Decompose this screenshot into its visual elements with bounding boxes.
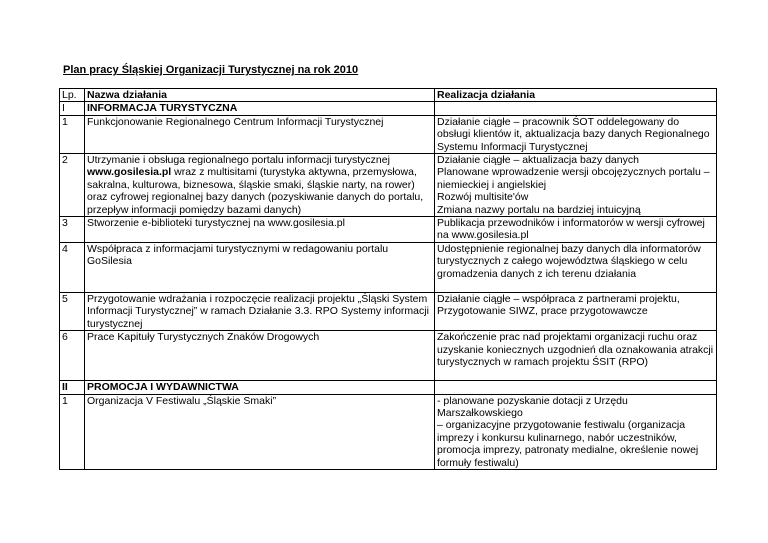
section-row: [60, 102, 717, 115]
table-row: [60, 115, 717, 153]
row-name-text: Utrzymanie i obsługa regionalnego portalu informacji turystycznej: [87, 154, 390, 167]
row-name-text: wraz z multisitami (turystyka aktywna, przemysłowa, sakralna, kulturowa, biznesowa, śląskie smaki, śląskie narty, na rower) oraz cyfrowej regionalnej bazy danych (pozyskiwanie danych do portalu, przepływ informacji pomiędzy bazami danych): [87, 166, 424, 216]
table-row: [60, 331, 717, 381]
row-lp: 1: [60, 115, 85, 153]
plan-table: [59, 88, 717, 470]
section-number: II: [60, 381, 85, 394]
section-title: PROMOCJA I WYDAWNICTWA: [85, 381, 435, 394]
row-name: Stworzenie e-biblioteki turystycznej na www.gosilesia.pl: [85, 217, 435, 243]
row-realization: - planowane pozyskanie dotacji z Urzędu Marszałkowskiego – organizacyjne przygotowanie festiwalu (organizacja imprezy i konkursu kulinarnego, nabór uczestników, promocja imprezy, patronaty medialne, określenie nowej formuły festiwalu): [435, 394, 717, 469]
table-row: [60, 154, 717, 217]
row-realization: Działanie ciągłe – współpraca z partnerami projektu, Przygotowanie SIWZ, prace przygotowawcze: [435, 292, 717, 330]
table-row: [60, 242, 717, 292]
row-name: Prace Kapituły Turystycznych Znaków Drogowych: [85, 331, 435, 381]
section-title: INFORMACJA TURYSTYCZNA: [85, 102, 435, 115]
row-realization: Działanie ciągłe – aktualizacja bazy danych Planowane wprowadzenie wersji obcojęzycznych portalu – niemieckiej i angielskiej Rozwój multisite'ów Zmiana nazwy portalu na bardziej intuicyjną: [435, 154, 717, 217]
row-lp: 5: [60, 292, 85, 330]
row-name: Współpraca z informacjami turystycznymi w redagowaniu portalu GoSilesia: [85, 242, 435, 292]
row-realization: Udostępnienie regionalnej bazy danych dla informatorów turystycznych z całego województwa śląskiego w celu gromadzenia danych z ich terenu działania: [435, 242, 717, 292]
row-lp: 4: [60, 242, 85, 292]
page-title: Plan pracy Śląskiej Organizacji Turystycznej na rok 2010: [63, 64, 359, 76]
table-header-row: [60, 89, 717, 102]
table-row: [60, 217, 717, 243]
portal-link-text: www.gosilesia.pl: [87, 166, 172, 179]
row-name: Przygotowanie wdrażania i rozpoczęcie realizacji projektu „Śląski System Informacji Turystycznej” w ramach Działanie 3.3. RPO Systemy informacji turystycznej: [85, 292, 435, 330]
row-realization: Działanie ciągłe – pracownik ŚOT oddelegowany do obsługi klientów it, aktualizacja bazy danych Regionalnego Systemu Informacji Turystycznej: [435, 115, 717, 153]
section-row: [60, 381, 717, 394]
header-name: Nazwa działania: [85, 89, 435, 102]
header-realization: Realizacja działania: [435, 89, 717, 102]
row-lp: 3: [60, 217, 85, 243]
header-lp: Lp.: [60, 89, 85, 102]
row-name: [85, 154, 435, 217]
row-name: Funkcjonowanie Regionalnego Centrum Informacji Turystycznej: [85, 115, 435, 153]
section-empty-cell: [435, 381, 717, 394]
table-row: [60, 394, 717, 469]
row-lp: 6: [60, 331, 85, 381]
table-row: [60, 292, 717, 330]
row-lp: 2: [60, 154, 85, 217]
row-realization: Publikacja przewodników i informatorów w wersji cyfrowej na www.gosilesia.pl: [435, 217, 717, 243]
section-number: I: [60, 102, 85, 115]
section-empty-cell: [435, 102, 717, 115]
row-lp: 1: [60, 394, 85, 469]
row-realization: Zakończenie prac nad projektami organizacji ruchu oraz uzyskanie koniecznych uzgodnień dla oznakowania atrakcji turystycznych w ramach projektu ŚSIT (RPO): [435, 331, 717, 381]
row-name: Organizacja V Festiwalu „Śląskie Smaki”: [85, 394, 435, 469]
